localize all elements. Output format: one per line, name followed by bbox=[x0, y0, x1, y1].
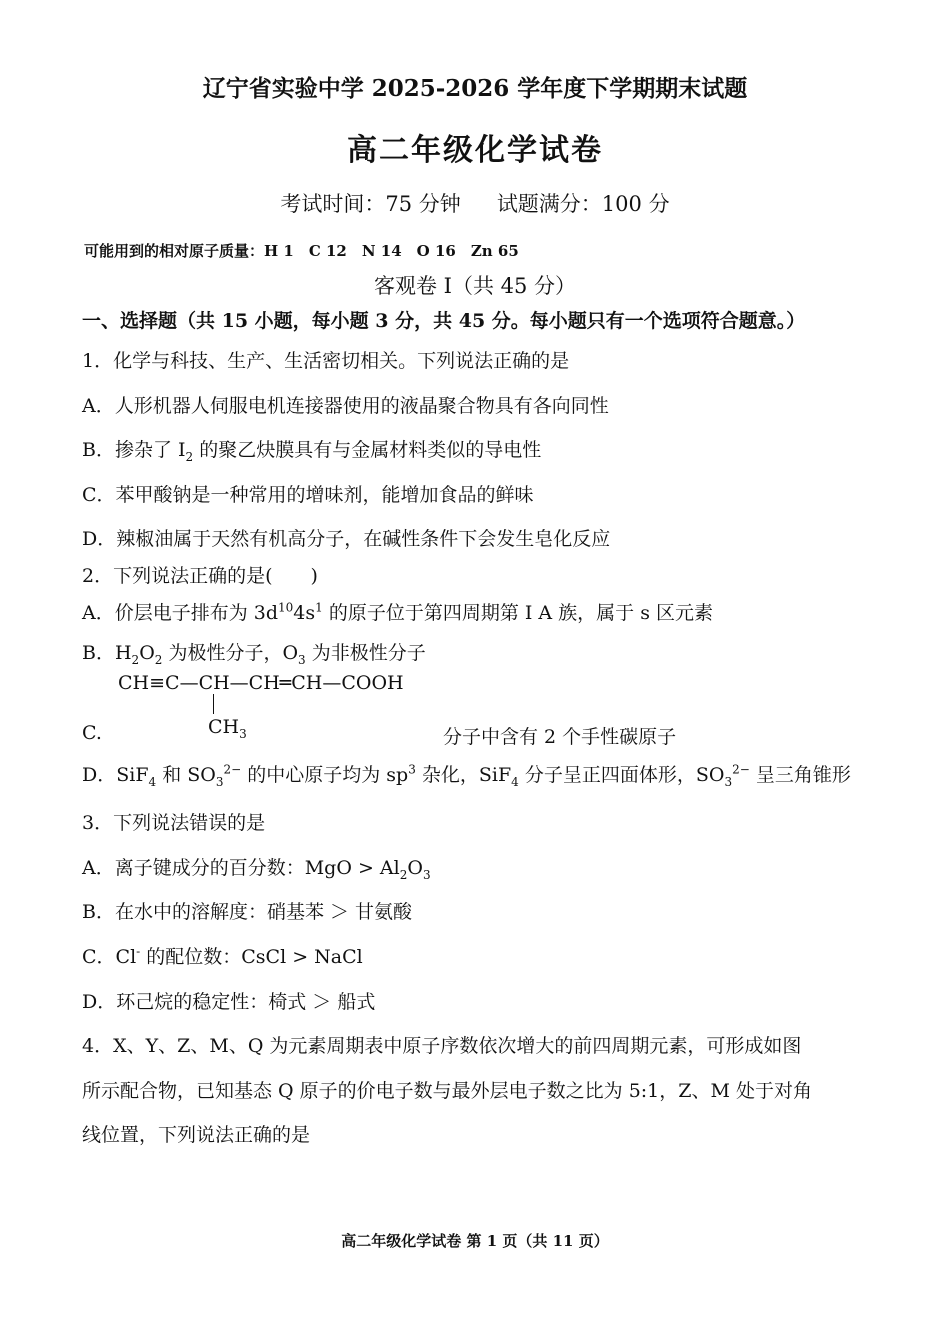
exam-info bbox=[0, 188, 950, 218]
q2-structural-formula: CH≡C—CH—CH═CH—COOH bbox=[118, 672, 404, 694]
q2-option-d: D．SiF$_4$ 和 $SO_3^{2-}$ 的中心原子均为 $sp^3$ 杂化，SiF$_4$ 分子呈正四面体形，$SO_3^{2-}$ 呈三角锥形 bbox=[82, 762, 851, 789]
q1-option-c: C．苯甲酸钠是一种常用的增味剂，能增加食品的鲜味 bbox=[82, 484, 534, 506]
part-title: 客观卷 I（共 45 分） bbox=[373, 274, 577, 298]
q4-stem-line3: 线位置，下列说法正确的是 bbox=[82, 1124, 311, 1146]
full-score: 试题满分：100 分 bbox=[496, 192, 670, 216]
q4-stem-line1: 4．X、Y、Z、M、Q 为元素周期表中原子序数依次增大的前四周期元素，可形成如图 bbox=[82, 1035, 802, 1057]
q2-option-a: A．价层电子排布为 $3d^{10}4s^1$ 的原子位于第四周期第 Ⅰ A 族，属于 s 区元素 bbox=[82, 600, 713, 624]
page-footer: 高二年级化学试卷 第 1 页（共 11 页） bbox=[341, 1232, 609, 1250]
paper-title: 高二年级化学试卷 bbox=[347, 133, 603, 168]
q3-stem: 3．下列说法错误的是 bbox=[82, 812, 266, 834]
q1-option-a: A．人形机器人伺服电机连接器使用的液晶聚合物具有各向同性 bbox=[82, 395, 609, 417]
section-title: 一、选择题（共 15 小题，每小题 3 分，共 45 分。每小题只有一个选项符合题意。） bbox=[82, 310, 806, 332]
q1-option-d: D．辣椒油属于天然有机高分子，在碱性条件下会发生皂化反应 bbox=[82, 528, 611, 550]
q3-option-b: B．在水中的溶解度：硝基苯 ＞ 甘氨酸 bbox=[82, 901, 413, 923]
q2-stem: 2．下列说法正确的是( ) bbox=[82, 565, 318, 587]
atomic-masses: 可能用到的相对原子质量：H 1 C 12 N 14 O 16 Zn 65 bbox=[84, 242, 519, 260]
q2-option-b: B．$H_2O_2$ 为极性分子，$O_3$ 为非极性分子 bbox=[82, 642, 426, 667]
q3-option-c: C．Cl- 的配位数：CsCl > NaCl bbox=[82, 944, 363, 968]
q4-stem-line2: 所示配合物，已知基态 Q 原子的价电子数与最外层电子数之比为 5:1，Z、M 处于对角 bbox=[82, 1080, 812, 1102]
q3-option-a: A．离子键成分的百分数：MgO > $Al_2O_3$ bbox=[82, 857, 431, 882]
q1-stem: 1．化学与科技、生产、生活密切相关。下列说法正确的是 bbox=[82, 350, 570, 372]
q3-option-d: D．环己烷的稳定性：椅式 ＞ 船式 bbox=[82, 991, 376, 1013]
exam-time: 考试时间：75 分钟 bbox=[280, 192, 461, 216]
q2-option-c-text: 分子中含有 2 个手性碳原子 bbox=[443, 726, 677, 748]
school-title: 辽宁省实验中学 2025-2026 学年度下学期期末试题 bbox=[202, 75, 748, 102]
q2-option-c-label: C. bbox=[82, 722, 102, 744]
q2-methyl-branch: $CH_3$ bbox=[208, 716, 247, 741]
q1-option-b: B．掺杂了 $I_2$ 的聚乙炔膜具有与金属材料类似的导电性 bbox=[82, 439, 542, 464]
q2-branch-bond bbox=[213, 694, 214, 714]
